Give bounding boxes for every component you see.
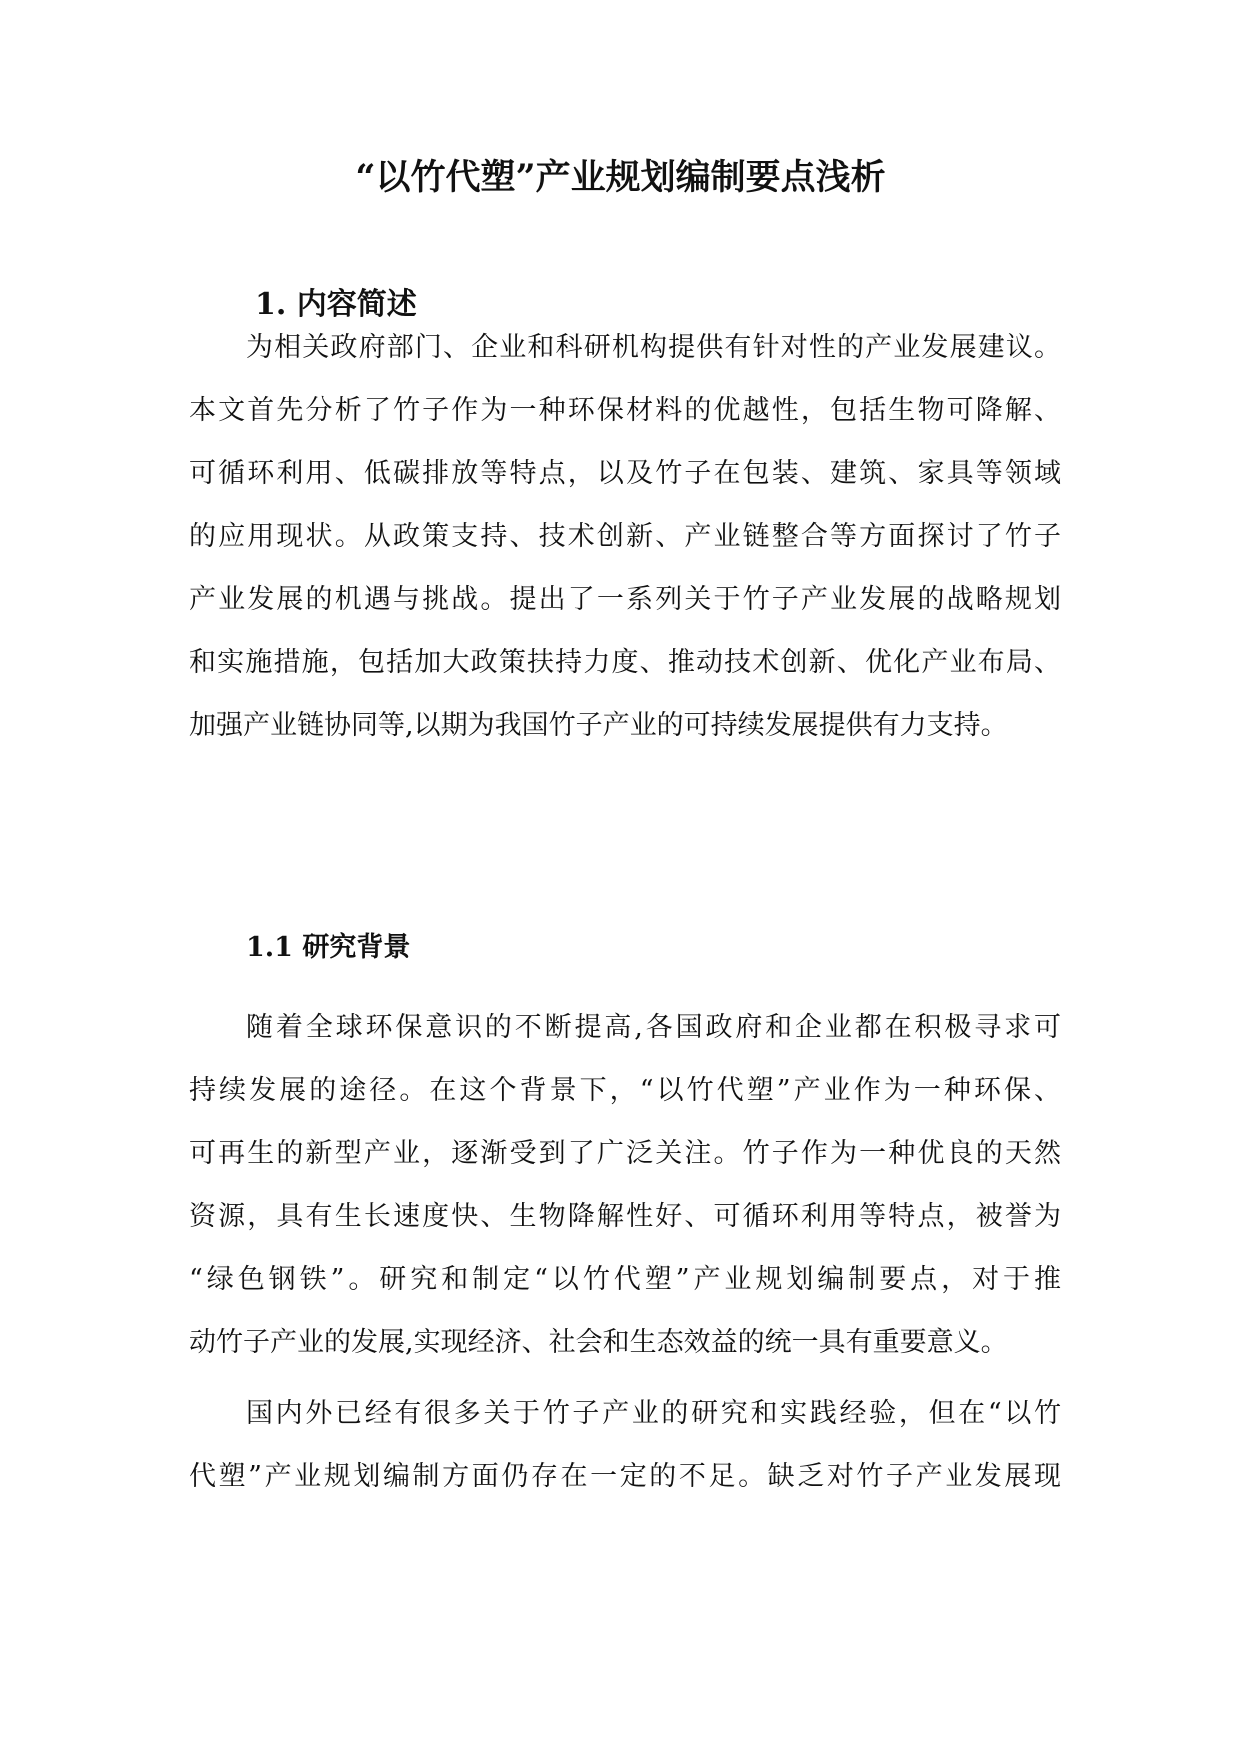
paragraph-line: 持续发展的途径。在这个背景下，“以竹代塑”产业作为一种环保、	[189, 1075, 1061, 1106]
paragraph-line: 代塑”产业规划编制方面仍存在一定的不足。缺乏对竹子产业发展现	[189, 1461, 1061, 1492]
document-title: “以竹代塑”产业规划编制要点浅析	[355, 157, 886, 198]
paragraph-line: 可循环利用、低碳排放等特点，以及竹子在包装、建筑、家具等领域	[189, 458, 1061, 489]
paragraph-line: 加强产业链协同等,以期为我国竹子产业的可持续发展提供有力支持。	[189, 710, 1008, 741]
paragraph-line: 和实施措施，包括加大政策扶持力度、推动技术创新、优化产业布局、	[189, 647, 1061, 678]
paragraph-line: 本文首先分析了竹子作为一种环保材料的优越性，包括生物可降解、	[189, 395, 1061, 426]
paragraph-line: 动竹子产业的发展,实现经济、社会和生态效益的统一具有重要意义。	[189, 1327, 1008, 1358]
paragraph-line: 产业发展的机遇与挑战。提出了一系列关于竹子产业发展的战略规划	[189, 584, 1061, 615]
paragraph-line: 为相关政府部门、企业和科研机构提供有针对性的产业发展建议。	[246, 332, 1061, 363]
section-1-1-heading: 1.1 研究背景	[246, 932, 411, 963]
paragraph-line: 随着全球环保意识的不断提高,各国政府和企业都在积极寻求可	[246, 1012, 1061, 1043]
paragraph-line: 的应用现状。从政策支持、技术创新、产业链整合等方面探讨了竹子	[189, 521, 1061, 552]
paragraph-line: 资源，具有生长速度快、生物降解性好、可循环利用等特点，被誉为	[189, 1201, 1061, 1232]
paragraph-line: “绿色钢铁”。研究和制定“以竹代塑”产业规划编制要点，对于推	[189, 1264, 1061, 1295]
section-1-heading: 1. 内容简述	[255, 287, 417, 322]
paragraph-line: 国内外已经有很多关于竹子产业的研究和实践经验，但在“以竹	[246, 1398, 1061, 1429]
paragraph-line: 可再生的新型产业，逐渐受到了广泛关注。竹子作为一种优良的天然	[189, 1138, 1061, 1169]
